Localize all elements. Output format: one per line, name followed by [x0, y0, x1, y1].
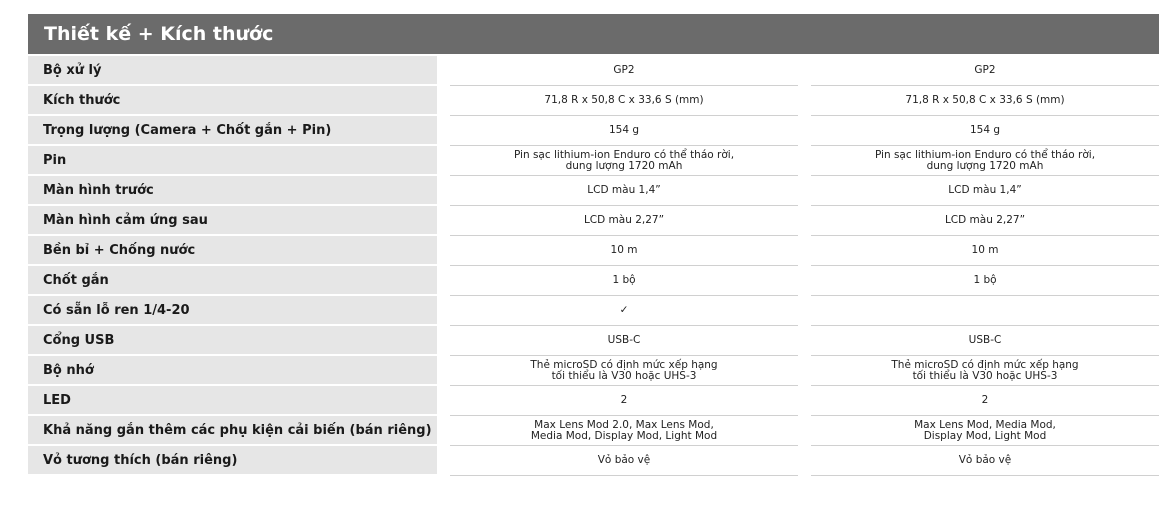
table-row [28, 86, 1159, 116]
table-row [28, 206, 1159, 236]
table-row [28, 296, 1159, 326]
row-label: Cổng USB [28, 326, 437, 356]
table-row [28, 146, 1159, 176]
cell-product-2: 154 g [811, 116, 1159, 146]
row-label: Màn hình trước [28, 176, 437, 206]
cell-product-1: GP2 [450, 56, 798, 86]
cell-product-1: 1 bộ [450, 266, 798, 296]
cell-product-1: Thẻ microSD có định mức xếp hạng tối thiểu là V30 hoặc UHS-3 [450, 356, 798, 386]
cell-product-1: 2 [450, 386, 798, 416]
row-label: Pin [28, 146, 437, 176]
cell-product-2 [811, 296, 1159, 326]
cell-product-1: Vỏ bảo vệ [450, 446, 798, 476]
cell-product-1: 71,8 R x 50,8 C x 33,6 S (mm) [450, 86, 798, 116]
row-label: Kích thước [28, 86, 437, 116]
row-label: Chốt gắn [28, 266, 437, 296]
row-label: LED [28, 386, 437, 416]
row-label: Bền bỉ + Chống nước [28, 236, 437, 266]
table-row [28, 266, 1159, 296]
table-row [28, 116, 1159, 146]
cell-product-1: LCD màu 2,27” [450, 206, 798, 236]
cell-product-2: LCD màu 1,4” [811, 176, 1159, 206]
cell-product-2: 2 [811, 386, 1159, 416]
spec-table [28, 14, 1159, 476]
cell-product-2: Max Lens Mod, Media Mod, Display Mod, Light Mod [811, 416, 1159, 446]
section-title: Thiết kế + Kích thước [44, 23, 274, 45]
table-row [28, 236, 1159, 266]
cell-product-1: 154 g [450, 116, 798, 146]
spec-rows [28, 56, 1159, 476]
cell-product-1: 10 m [450, 236, 798, 266]
table-row [28, 386, 1159, 416]
row-label: Màn hình cảm ứng sau [28, 206, 437, 236]
cell-product-2: 71,8 R x 50,8 C x 33,6 S (mm) [811, 86, 1159, 116]
cell-product-2: GP2 [811, 56, 1159, 86]
cell-product-1: USB-C [450, 326, 798, 356]
table-row [28, 356, 1159, 386]
table-row [28, 176, 1159, 206]
cell-product-1: LCD màu 1,4” [450, 176, 798, 206]
row-label: Vỏ tương thích (bán riêng) [28, 446, 437, 476]
cell-product-1: Pin sạc lithium-ion Enduro có thể tháo rời, dung lượng 1720 mAh [450, 146, 798, 176]
row-label: Có sẵn lỗ ren 1/4-20 [28, 296, 437, 326]
table-row [28, 56, 1159, 86]
cell-product-2: 1 bộ [811, 266, 1159, 296]
row-label: Bộ xử lý [28, 56, 437, 86]
table-row [28, 416, 1159, 446]
table-row [28, 326, 1159, 356]
cell-product-2: 10 m [811, 236, 1159, 266]
table-row [28, 446, 1159, 476]
cell-product-2: USB-C [811, 326, 1159, 356]
cell-product-2: Vỏ bảo vệ [811, 446, 1159, 476]
cell-product-1: ✓ [450, 296, 798, 326]
row-label: Khả năng gắn thêm các phụ kiện cải biến (bán riêng) [28, 416, 437, 446]
row-label: Bộ nhớ [28, 356, 437, 386]
row-label: Trọng lượng (Camera + Chốt gắn + Pin) [28, 116, 437, 146]
cell-product-2: LCD màu 2,27” [811, 206, 1159, 236]
cell-product-2: Thẻ microSD có định mức xếp hạng tối thiểu là V30 hoặc UHS-3 [811, 356, 1159, 386]
cell-product-2: Pin sạc lithium-ion Enduro có thể tháo rời, dung lượng 1720 mAh [811, 146, 1159, 176]
section-header [28, 14, 1159, 54]
cell-product-1: Max Lens Mod 2.0, Max Lens Mod, Media Mod, Display Mod, Light Mod [450, 416, 798, 446]
